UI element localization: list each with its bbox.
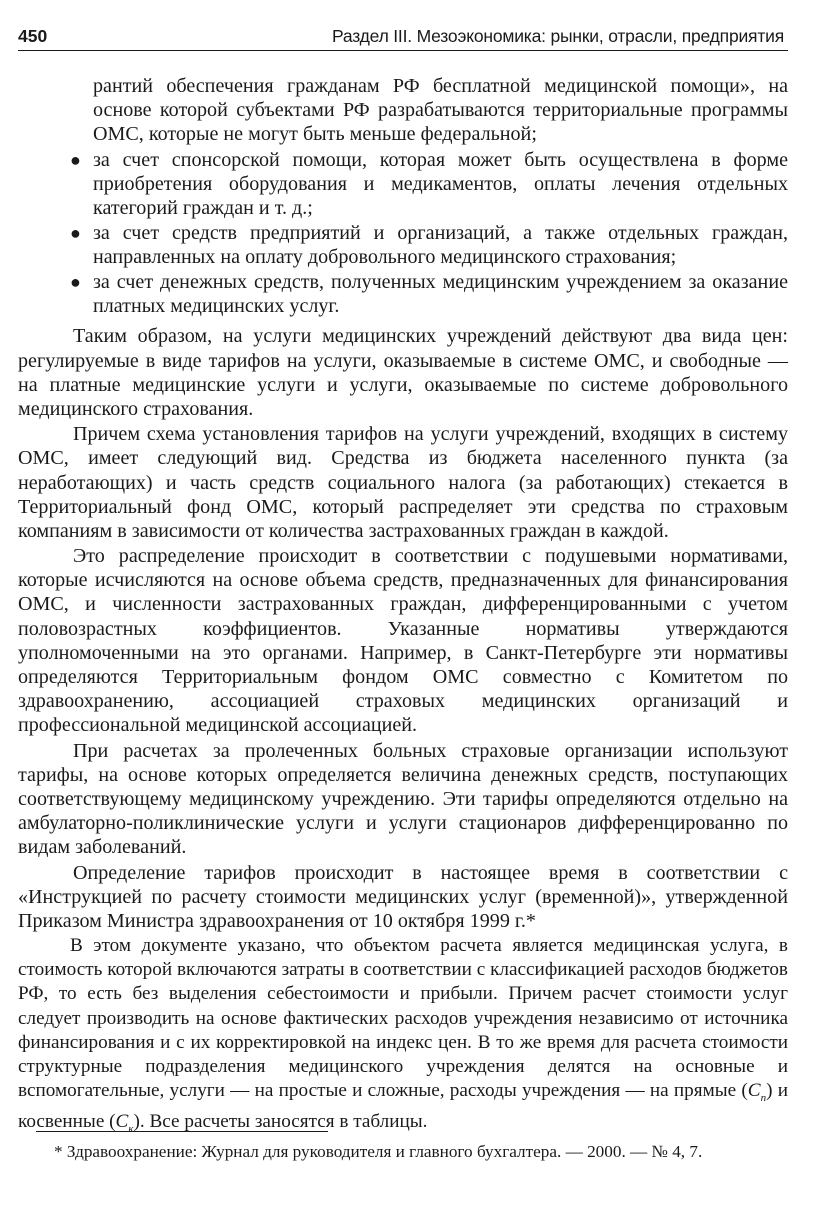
paragraph: При расчетах за пролеченных больных страховые организации используют тарифы, на основе которых определяется величина денежных средств, поступающих соответствующему медицинскому учреждению. Эти тарифы определяются отдельно на амбулаторно-поликлинические услуги и услуги стационаров дифференцированно по видам заболеваний.: [18, 739, 788, 858]
list-item: [18, 270, 788, 318]
paragraph: Причем схема установления тарифов на услуги учреждений, входящих в систему ОМС, имеет следующий вид. Средства из бюджета населенного пункта (за неработающих) и часть средств социального налога (за работающих) стекается в Территориальный фонд ОМС, который распределяет эти средства по страховым компаниям в зависимости от количества застрахованных граждан в каждой.: [18, 423, 788, 542]
running-head: Раздел III. Мезоэкономика: рынки, отрасли, предприятия: [331, 26, 784, 46]
bullet-list: [18, 148, 788, 319]
list-item: [18, 148, 788, 220]
paragraph: Таким образом, на услуги медицинских учреждений действуют два вида цен: регулируемые в виде тарифов на услуги, оказываемые в системе ОМС, и свободные — на платные медицинские услуги и услуги, оказываемые по системе добровольного медицинского страхования.: [18, 325, 788, 420]
symbol-direct-costs: $C_п$: [747, 1079, 767, 1104]
bullet-icon: ●: [70, 223, 81, 244]
paragraph: Это распределение происходит в соответствии с подушевыми нормативами, которые исчисляются на основе объема средств, предназначенных для финансирования ОМС, и численности застрахованных граждан, дифференцированными с учетом половозрастных коэффициентов. Указанные нормативы утверждаются уполномоченными на это органами. Например, в Санкт-Петербурге эти нормативы определяются Территориальным фондом ОМС совместно с Комитетом по здравоохранению, ассоциацией страховых медицинских организаций и профессиональной медицинской ассоциацией.: [18, 545, 788, 736]
page-header: [18, 24, 788, 51]
paragraph-text: В этом документе указано, что объектом расчета является медицинская услуга, в стоимость которой включаются затраты в соответствии с классификацией расходов бюджетов РФ, то есть без выделения себестоимости и прибыли. Причем расчет стоимости услуг следует производить на основе фактических расходов учреждения независимо от источника финансирования и с их корректировкой на индекс цен. В то же время для расчета стоимости структурные подразделения медицинского учреждения делятся на основные и вспомогательные, услуги — на простые и сложные, расходы учреждения — на прямые (: [18, 935, 788, 1101]
list-item: [18, 221, 788, 269]
footnote-divider: [36, 1131, 328, 1132]
list-item-text: за счет средств предприятий и организаций, а также отдельных граждан, направленных на оплату добровольного медицинского страхования;: [93, 222, 788, 269]
bullet-icon: ●: [70, 149, 81, 170]
body-text: [18, 74, 788, 1142]
symbol-indirect-costs: $C_к$: [115, 1110, 134, 1135]
list-item-text: за счет денежных средств, полученных медицинским учреждением за оказание платных медицинских услуг.: [93, 271, 788, 318]
list-item-text: за счет спонсорской помощи, которая может быть осуществлена в форме приобретения оборудования и медикаментов, оплаты лечения отдельных категорий граждан и т. д.;: [93, 148, 788, 219]
bullet-icon: ●: [70, 272, 81, 293]
paragraph-last: [18, 934, 788, 1140]
paragraph: Определение тарифов происходит в настоящее время в соответствии с «Инструкцией по расчету стоимости медицинских услуг (временной)», утвержденной Приказом Министра здравоохранения от 10 октября 1999 г.*: [18, 861, 788, 932]
paragraph-text: ). Все расчеты заносятся в таблицы.: [133, 1110, 428, 1132]
lead-continuation: рантий обеспечения гражданам РФ бесплатной медицинской помощи», на основе которой субъектами РФ разрабатываются территориальные программы ОМС, которые не могут быть меньше федеральной;: [93, 75, 788, 146]
paragraph-text: ) и косвенные (: [18, 1079, 788, 1132]
page-number: 450: [18, 26, 48, 46]
footnote: * Здравоохранение: Журнал для руководителя и главного бухгалтера. — 2000. — № 4, 7.: [54, 1142, 703, 1161]
